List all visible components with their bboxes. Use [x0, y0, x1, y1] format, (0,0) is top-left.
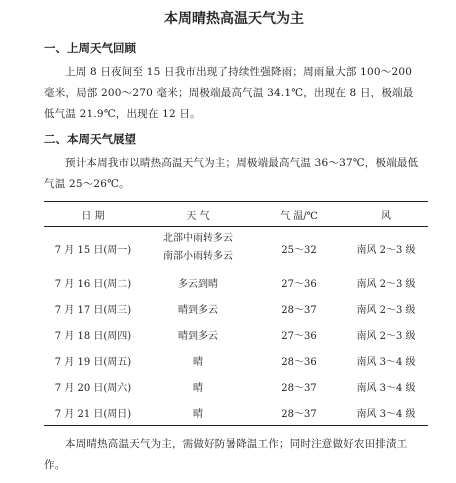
cell-date: 7 月 21 日(周日): [44, 399, 142, 426]
cell-weather: 多云到晴: [178, 278, 218, 290]
cell-date: 7 月 18 日(周四): [54, 330, 132, 342]
cell-weather: 晴到多云: [178, 304, 218, 316]
section-heading-review: 一、上周天气回顾: [44, 41, 136, 55]
cell-weather: 晴: [193, 356, 203, 368]
table-row: [44, 347, 428, 373]
weather-line-north: 北部中雨转多云: [163, 233, 233, 244]
cell-temperature: 28～36: [281, 356, 317, 368]
paragraph-outlook: 预计本周我市以晴热高温天气为主；周极端最高气温 36～37℃，极端最低气温 25～26℃。: [44, 157, 419, 190]
cell-wind: 南风 2～3 级: [356, 244, 416, 256]
cell-wind: 南风 2～3 级: [356, 330, 416, 342]
cell-wind: 南风 3～4 级: [356, 356, 416, 368]
cell-date: 7 月 19 日(周五): [54, 356, 132, 368]
paragraph-closing: 本周晴热高温天气为主，需做好防暑降温工作；同时注意做好农田排渍工作。: [44, 438, 408, 471]
cell-weather: [142, 227, 254, 270]
cell-temperature: 28～37: [281, 304, 317, 316]
cell-temperature: 28～37: [281, 382, 317, 394]
cell-temperature: 27～36: [281, 278, 317, 290]
table-row: [44, 295, 428, 321]
weather-line-south: 南部小雨转多云: [163, 251, 233, 262]
cell-date: 7 月 17 日(周三): [54, 304, 132, 316]
table-row: [44, 227, 428, 270]
section-heading-outlook: 二、本周天气展望: [44, 132, 136, 146]
cell-wind: 南风 2～3 级: [356, 304, 416, 316]
paragraph-review: 上周 8 日夜间至 15 日我市出现了持续性强降雨；周雨量大部 100～200 毫米，局部 200～270 毫米；周极端最高气温 34.1℃，出现在 8 日，极端最低气温 21.9℃，出现在 12 日。: [44, 66, 414, 120]
table-row: [44, 269, 428, 295]
cell-weather: 晴: [193, 382, 203, 394]
cell-date: 7 月 15 日(周一): [54, 244, 132, 256]
cell-wind: 南风 3～4 级: [344, 399, 428, 426]
header-weather: 天 气: [142, 202, 254, 227]
header-temperature: 气 温/℃: [254, 202, 344, 227]
cell-temperature: 25～32: [281, 244, 317, 256]
cell-date: 7 月 16 日(周二): [54, 278, 132, 290]
table-row: [44, 321, 428, 347]
forecast-table: [44, 201, 428, 426]
cell-temperature: 27～36: [281, 330, 317, 342]
document-title: 本周晴热高温天气为主: [164, 11, 304, 27]
cell-temperature: 28～37: [254, 399, 344, 426]
table-row: [44, 373, 428, 399]
cell-weather: 晴到多云: [178, 330, 218, 342]
header-wind: 风: [344, 202, 428, 227]
cell-weather: 晴: [142, 399, 254, 426]
header-date: 日 期: [44, 202, 142, 227]
table-header-row: [44, 202, 428, 227]
cell-wind: 南风 2～3 级: [356, 278, 416, 290]
cell-wind: 南风 3～4 级: [356, 382, 416, 394]
cell-date: 7 月 20 日(周六): [54, 382, 132, 394]
table-row: [44, 399, 428, 426]
